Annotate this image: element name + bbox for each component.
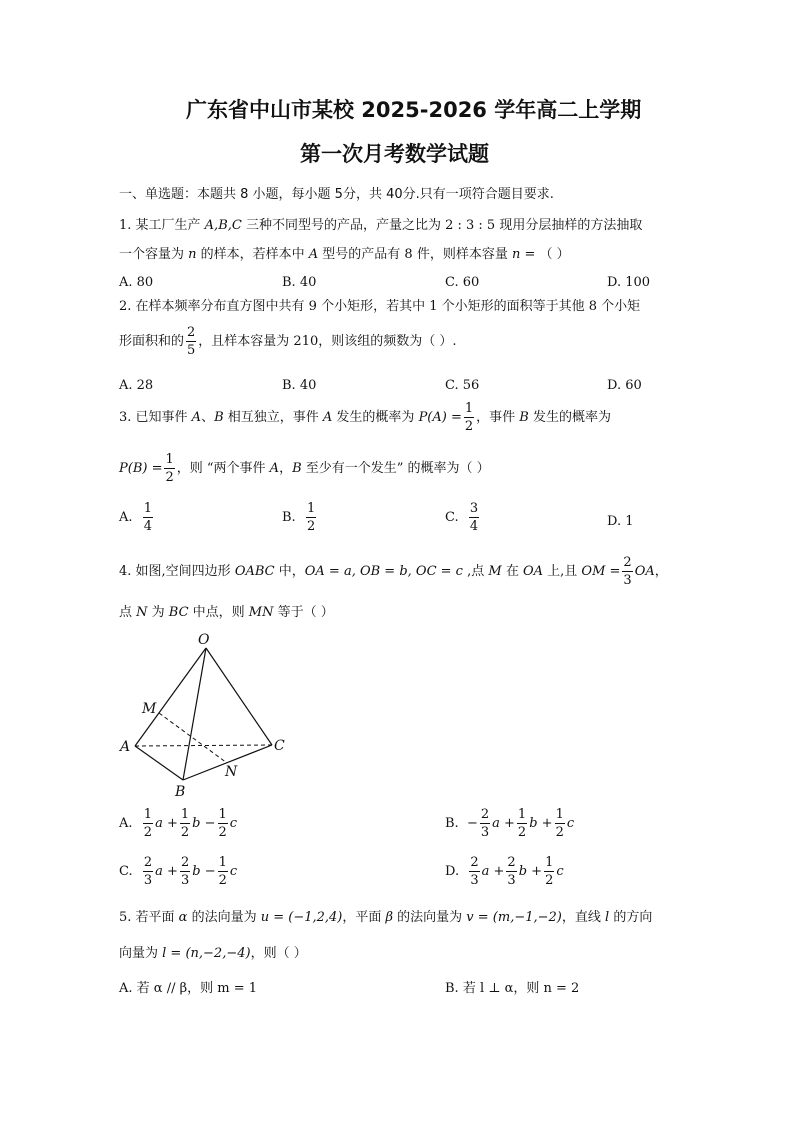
q1-option-a: A. 80 bbox=[119, 275, 154, 290]
label-m: M bbox=[142, 701, 157, 717]
q3-line1: 3. 已知事件 A、B 相互独立，事件 A 发生的概率为 P(A) = $\frac{1}{2}$ ，事件 B 发生的概率为 bbox=[119, 401, 611, 434]
q2-option-a: A. 28 bbox=[119, 378, 154, 393]
q4-option-d: D. $\frac{2}{3}$ a + $\frac{2}{3}$ b + $\frac{1}{2}$ c bbox=[445, 855, 564, 888]
edge-oc bbox=[206, 648, 272, 745]
q1-line2: 一个容量为 n 的样本，若样本中 A 型号的产品有 8 件，则样本容量 n = （ ） bbox=[119, 247, 570, 262]
q4-option-b: B. − $\frac{2}{3}$ a + $\frac{1}{2}$ b + $\frac{1}{2}$ c bbox=[445, 807, 575, 840]
q4-option-a: A. $\frac{1}{2}$ a + $\frac{1}{2}$ b − $\frac{1}{2}$ c bbox=[119, 807, 238, 840]
edge-ob bbox=[183, 648, 206, 780]
q1-option-c: C. 60 bbox=[445, 275, 480, 290]
label-n: N bbox=[225, 764, 238, 780]
q5-option-a: A. 若 α // β，则 m = 1 bbox=[119, 981, 257, 996]
q3-option-d: D. 1 bbox=[607, 514, 634, 529]
q1-line1: 1. 某工厂生产 A,B,C 三种不同型号的产品，产量之比为 2 : 3 : 5 现用分层抽样的方法抽取 bbox=[119, 218, 643, 233]
label-a: A bbox=[120, 739, 131, 755]
q5-line2: 向量为 l = (n,−2,−4)，则（ ） bbox=[119, 946, 307, 961]
edge-ac-hidden bbox=[135, 745, 272, 746]
edge-oa bbox=[135, 648, 206, 746]
q4-option-c: C. $\frac{2}{3}$ a + $\frac{2}{3}$ b − $\frac{1}{2}$ c bbox=[119, 855, 238, 888]
q5-direction-l: l = (n,−2,−4) bbox=[162, 946, 251, 961]
section-heading: 一、单选题：本题共 8 小题，每小题 5分，共 40分.只有一项符合题目要求. bbox=[119, 187, 554, 202]
q2-line2: 形面积和的 $\frac{2}{5}$ ，且样本容量为 210，则该组的频数为（ ）. bbox=[119, 325, 457, 358]
label-b: B bbox=[175, 784, 186, 800]
q2-line1: 2. 在样本频率分布直方图中共有 9 个小矩形，若其中 1 个小矩形的面积等于其他 8 个小矩 bbox=[119, 299, 641, 314]
q5-option-b: B. 若 l ⊥ α，则 n = 2 bbox=[445, 981, 580, 996]
q4-line1: 4. 如图,空间四边形 OABC 中，OA = a, OB = b, OC = c ,点 M 在 OA 上,且 OM = $\frac{2}{3}$ OA， bbox=[119, 555, 668, 588]
q2-fraction: $\frac{2}{5}$ bbox=[187, 325, 196, 358]
q5-normal-v: v = (m,−1,−2) bbox=[466, 910, 562, 925]
q5-line1: 5. 若平面 α 的法向量为 u = (−1,2,4)，平面 β 的法向量为 v = (m,−1,−2)，直线 l 的方向 bbox=[119, 910, 653, 925]
q4-line2: 点 N 为 BC 中点，则 MN 等于（ ） bbox=[119, 605, 334, 620]
tetrahedron-figure bbox=[112, 628, 302, 803]
q3-pb: P(B) = bbox=[119, 461, 163, 476]
q3-pa: P(A) = bbox=[418, 410, 462, 425]
label-c: C bbox=[274, 738, 285, 754]
q4-vector-defs: OA = a, OB = b, OC = c bbox=[304, 564, 463, 579]
q5-normal-u: u = (−1,2,4) bbox=[260, 910, 343, 925]
exam-title-line2: 第一次月考数学试题 bbox=[300, 142, 489, 166]
q1-option-d: D. 100 bbox=[607, 275, 651, 290]
q3-option-c: C. $\frac{3}{4}$ bbox=[445, 501, 479, 534]
q3-line2: P(B) = $\frac{1}{2}$ ，则 “两个事件 A，B 至少有一个发生” 的概率为（ ） bbox=[119, 452, 490, 485]
exam-title-line1: 广东省中山市某校 2025-2026 学年高二上学期 bbox=[186, 98, 642, 122]
q1-option-b: B. 40 bbox=[282, 275, 317, 290]
q2-option-d: D. 60 bbox=[607, 378, 642, 393]
q3-option-b: B. $\frac{1}{2}$ bbox=[282, 501, 316, 534]
q3-option-a: A. $\frac{1}{4}$ bbox=[119, 501, 153, 534]
q2-option-b: B. 40 bbox=[282, 378, 317, 393]
q2-option-c: C. 56 bbox=[445, 378, 480, 393]
label-o: O bbox=[198, 632, 210, 648]
edge-ab bbox=[135, 746, 183, 780]
